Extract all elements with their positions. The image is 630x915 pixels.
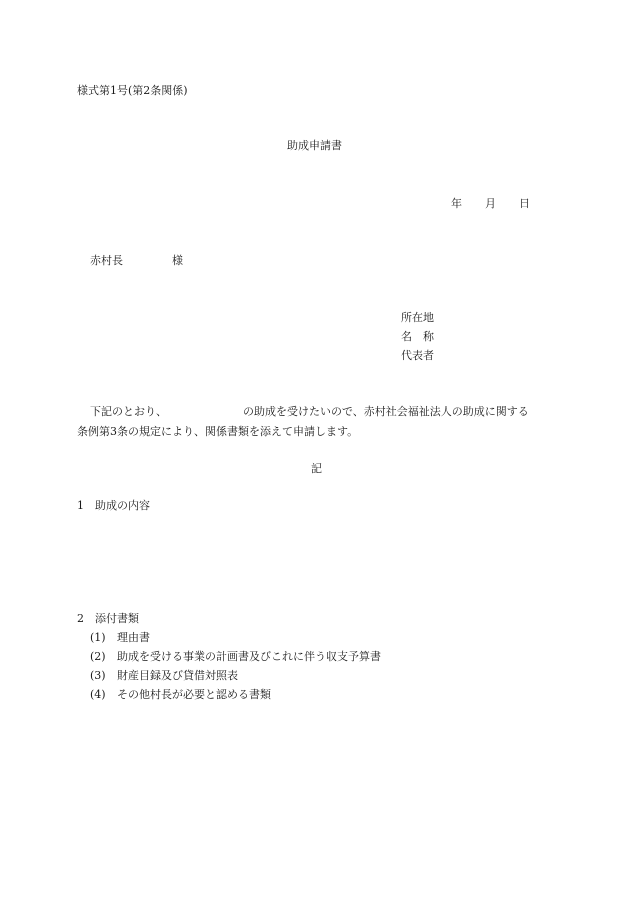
body-line1-suffix: の助成を受けたいので、赤村社会福祉法人の助成に関する bbox=[243, 405, 529, 418]
list-item-text: その他村長が必要と認める書類 bbox=[117, 688, 271, 701]
list-item-number: (2) bbox=[90, 650, 106, 663]
date-month: 月 bbox=[485, 197, 496, 210]
list-item-number: (4) bbox=[90, 688, 106, 701]
body-line2: 条例第3条の規定により、関係書類を添えて申請します。 bbox=[77, 425, 359, 438]
ki-marker: 記 bbox=[311, 462, 322, 475]
addressee-honorific: 様 bbox=[172, 254, 183, 267]
list-item-text: 理由書 bbox=[117, 631, 150, 644]
list-item-number: (3) bbox=[90, 669, 106, 682]
date-day: 日 bbox=[519, 197, 530, 210]
section2-heading: 2 添付書類 bbox=[77, 612, 139, 625]
applicant-address-label: 所在地 bbox=[401, 311, 434, 324]
form-number: 様式第1号(第2条関係) bbox=[77, 84, 188, 97]
list-item-number: (1) bbox=[90, 631, 106, 644]
body-line1-prefix: 下記のとおり、 bbox=[90, 405, 167, 418]
date-year: 年 bbox=[451, 197, 462, 210]
list-item-text: 助成を受ける事業の計画書及びこれに伴う収支予算書 bbox=[117, 650, 381, 663]
applicant-representative-label: 代表者 bbox=[401, 349, 434, 362]
section1-heading: 1 助成の内容 bbox=[77, 499, 150, 512]
applicant-name-label: 名 称 bbox=[401, 330, 434, 343]
list-item-text: 財産目録及び貸借対照表 bbox=[117, 669, 238, 682]
addressee-name: 赤村長 bbox=[90, 254, 123, 267]
page-title: 助成申請書 bbox=[287, 139, 342, 152]
